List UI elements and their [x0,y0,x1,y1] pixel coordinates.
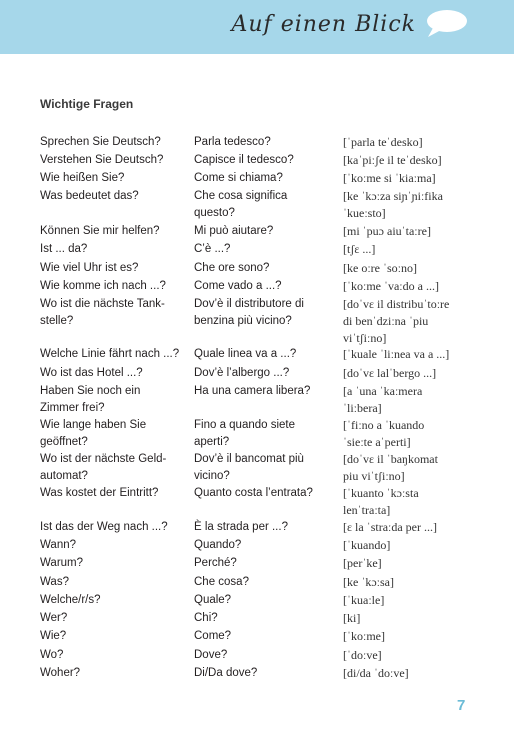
german-phrase: Wie? [40,630,67,642]
pronunciation: [perˈke] [343,556,382,570]
italian-phrase: Dove? [194,649,228,661]
pronunciation: [ˈdoːve] [343,648,382,662]
german-phrase: Ist ... da? [40,243,88,255]
german-phrase: Können Sie mir helfen? [40,225,160,237]
pronunciation: [ˈfiːno a ˈkuando ˈsieːte aˈperti] [343,418,425,449]
pronunciation: [doˈvɛ il ˈbaŋkomat piu viˈtʃiːno] [343,452,438,483]
german-phrase: Wo ist der nächste Geld- automat? [40,453,167,482]
italian-phrase: È la strada per ...? [194,521,288,533]
german-phrase: Wo ist die nächste Tank- stelle? [40,298,165,327]
german-phrase: Welche Linie fährt nach ...? [40,348,180,360]
italian-phrase: Come? [194,630,232,642]
german-phrase: Ist das der Weg nach ...? [40,521,168,533]
italian-phrase: Chi? [194,612,218,624]
italian-phrase: Che ore sono? [194,262,270,274]
pronunciation: [ˈkuando] [343,538,391,552]
german-phrase: Was kostet der Eintritt? [40,487,159,499]
italian-phrase: Come vado a ...? [194,280,282,292]
italian-phrase: Dov’è l’albergo ...? [194,367,290,379]
german-phrase: Wer? [40,612,68,624]
pronunciation: [ˈkoːme] [343,629,385,643]
german-phrase: Verstehen Sie Deutsch? [40,154,164,166]
pronunciation: [di/da ˈdoːve] [343,666,409,680]
german-phrase: Welche/r/s? [40,594,101,606]
pronunciation: [tʃɛ ...] [343,242,376,256]
pronunciation: [a ˈuna ˈkaːmera ˈliːbera] [343,384,423,415]
pronunciation: [ˈkoːme si ˈkiaːma] [343,171,436,185]
italian-phrase: Quando? [194,539,242,551]
german-phrase: Haben Sie noch ein Zimmer frei? [40,385,141,414]
pronunciation: [ˈkoːme ˈvaːdo a ...] [343,279,439,293]
italian-phrase: Ha una camera libera? [194,385,311,397]
italian-phrase: Che cosa? [194,576,249,588]
section-title: Wichtige Fragen [40,97,134,111]
pronunciation: [ke ˈkɔːsa] [343,575,394,589]
pronunciation: [kaˈpiːʃe il teˈdesko] [343,153,442,167]
pronunciation: [doˈvɛ lalˈbergo ...] [343,366,437,380]
german-phrase: Wie lange haben Sie geöffnet? [40,419,147,448]
pronunciation: [ˈkuaːle] [343,593,385,607]
pronunciation: [ki] [343,611,361,625]
italian-phrase: Dov’è il distributore di benzina più vicino? [194,298,304,327]
german-phrase: Wann? [40,539,77,551]
german-phrase: Wo ist das Hotel ...? [40,367,143,379]
italian-phrase: Mi può aiutare? [194,225,274,237]
german-phrase: Was? [40,576,69,588]
page-header-title: Auf einen Blick [231,12,416,37]
italian-phrase: Capisce il tedesco? [194,154,294,166]
italian-phrase: Che cosa significa questo? [194,190,288,219]
german-phrase: Wie komme ich nach ...? [40,280,166,292]
german-phrase: Warum? [40,557,84,569]
german-phrase: Wie viel Uhr ist es? [40,262,139,274]
italian-phrase: Quale linea va a ...? [194,348,297,360]
pronunciation: [ˈparla teˈdesko] [343,135,423,149]
pronunciation: [ke ˈkɔːza siɲˈɲiːfika ˈkueːsto] [343,189,443,220]
italian-phrase: C’è ...? [194,243,231,255]
italian-phrase: Dov’è il bancomat più vicino? [194,453,304,482]
pronunciation: [mi ˈpuɔ aiuˈtaːre] [343,224,431,238]
pronunciation: [ˈkuale ˈliːnea va a ...] [343,347,450,361]
pronunciation: [doˈvɛ il distribuˈtoːre di benˈdziːna ˈpiu viˈtʃiːno] [343,297,450,345]
page-number: 7 [457,697,466,714]
italian-phrase: Perché? [194,557,237,569]
german-phrase: Wo? [40,649,64,661]
pronunciation: [ˈkuanto ˈkɔːsta lenˈtraːta] [343,486,419,517]
italian-phrase: Di/Da dove? [194,667,258,679]
italian-phrase: Quale? [194,594,232,606]
german-phrase: Woher? [40,667,81,679]
pronunciation: [ɛ la ˈstraːda per ...] [343,520,437,534]
italian-phrase: Parla tedesco? [194,136,271,148]
pronunciation: [ke oːre ˈsoːno] [343,261,417,275]
italian-phrase: Quanto costa l’entrata? [194,487,313,499]
german-phrase: Sprechen Sie Deutsch? [40,136,161,148]
italian-phrase: Fino a quando siete aperti? [194,419,296,448]
german-phrase: Wie heißen Sie? [40,172,125,184]
german-phrase: Was bedeutet das? [40,190,139,202]
italian-phrase: Come si chiama? [194,172,283,184]
